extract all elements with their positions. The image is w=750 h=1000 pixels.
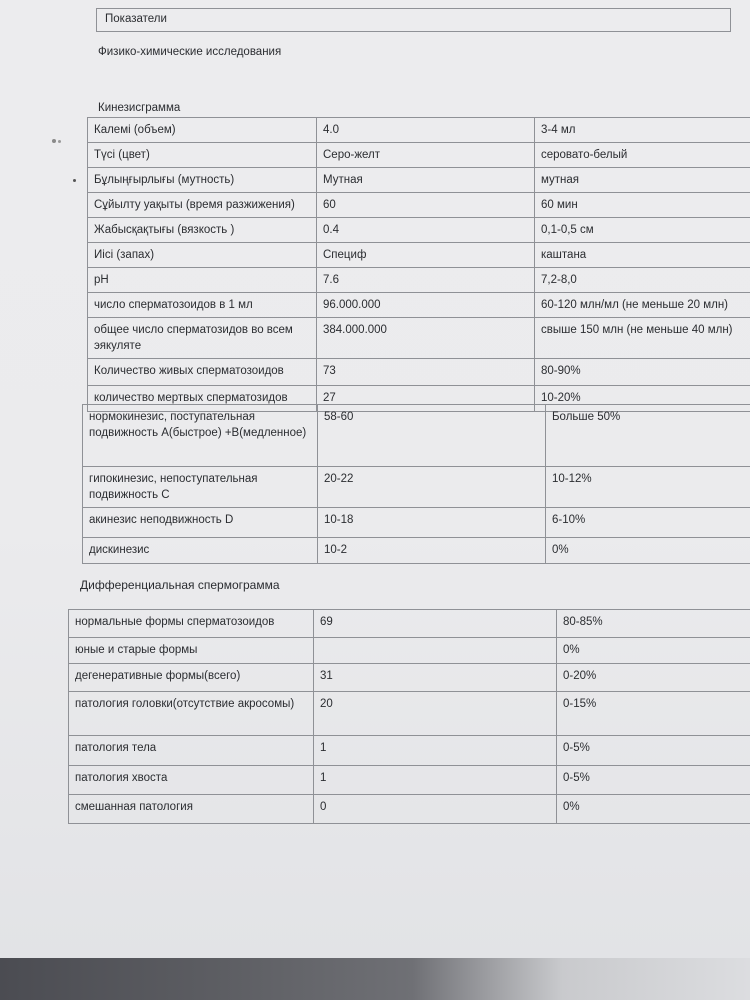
cell-norm: 60 мин — [535, 193, 750, 218]
cell-norm: 0-5% — [557, 766, 750, 795]
cell-norm: 80-85% — [557, 610, 750, 638]
cell-norm: 80-90% — [535, 359, 750, 386]
table-row — [88, 268, 750, 293]
cell-indicator: дегенеративные формы(всего) — [69, 664, 314, 692]
table-row — [88, 118, 750, 143]
cell-result: 7.6 — [317, 268, 535, 293]
header-label: Показатели — [97, 9, 731, 32]
cell-result: 1 — [314, 766, 557, 795]
cell-indicator: Иісі (запах) — [88, 243, 317, 268]
table-row — [69, 795, 750, 824]
cell-result: 60 — [317, 193, 535, 218]
cell-norm: 10-12% — [546, 467, 750, 508]
cell-result: 96.000.000 — [317, 293, 535, 318]
cell-result: Специф — [317, 243, 535, 268]
kinesigram-table — [87, 117, 750, 412]
cell-indicator: pH — [88, 268, 317, 293]
cell-norm: каштана — [535, 243, 750, 268]
table-row — [69, 664, 750, 692]
section-title: Физико-химические исследования — [98, 46, 282, 58]
cell-norm: 0% — [557, 795, 750, 824]
cell-indicator: дискинезис — [83, 538, 318, 564]
motility-table — [82, 404, 750, 564]
cell-norm: 0% — [546, 538, 750, 564]
cell-result: 69 — [314, 610, 557, 638]
table-row — [88, 143, 750, 168]
cell-indicator: Количество живых сперматозоидов — [88, 359, 317, 386]
cell-norm: 0-20% — [557, 664, 750, 692]
cell-result: Мутная — [317, 168, 535, 193]
table-row — [88, 318, 750, 359]
cell-result: 10-2 — [318, 538, 546, 564]
table-row — [69, 692, 750, 736]
cell-indicator: число сперматозоидов в 1 мл — [88, 293, 317, 318]
cell-result: Серо-желт — [317, 143, 535, 168]
differential-table — [68, 609, 750, 824]
table-row — [83, 405, 750, 467]
cell-result: 27 — [317, 386, 535, 412]
kinesigram-title: Кинезисграмма — [98, 102, 181, 114]
cell-result: 58-60 — [318, 405, 546, 467]
table-row — [83, 538, 750, 564]
cell-indicator: нормальные формы сперматозоидов — [69, 610, 314, 638]
cell-indicator: юные и старые формы — [69, 638, 314, 664]
cell-indicator: патология головки(отсутствие акросомы) — [69, 692, 314, 736]
cell-norm: Больше 50% — [546, 405, 750, 467]
header-table — [96, 8, 731, 32]
cell-norm: свыше 150 млн (не меньше 40 млн) — [535, 318, 750, 359]
cell-indicator: патология хвоста — [69, 766, 314, 795]
cell-result — [314, 638, 557, 664]
cell-result: 4.0 — [317, 118, 535, 143]
cell-norm: мутная — [535, 168, 750, 193]
table-row — [69, 736, 750, 766]
cell-norm: серовато-белый — [535, 143, 750, 168]
paper-mark — [73, 179, 76, 182]
table-row — [88, 168, 750, 193]
cell-indicator: Калемі (объем) — [88, 118, 317, 143]
cell-indicator: Жабысқақтығы (вязкость ) — [88, 218, 317, 243]
cell-norm: 10-20% — [535, 386, 750, 412]
cell-indicator: Бұлыңғырлығы (мутность) — [88, 168, 317, 193]
table-row — [88, 293, 750, 318]
cell-result: 0 — [314, 795, 557, 824]
paper-mark — [52, 139, 56, 143]
cell-norm: 3-4 мл — [535, 118, 750, 143]
cell-result: 73 — [317, 359, 535, 386]
cell-indicator: гипокинезис, непоступательная подвижность С — [83, 467, 318, 508]
cell-indicator: патология тела — [69, 736, 314, 766]
cell-indicator: акинезис неподвижность D — [83, 508, 318, 538]
cell-result: 384.000.000 — [317, 318, 535, 359]
cell-result: 10-18 — [318, 508, 546, 538]
cell-result: 1 — [314, 736, 557, 766]
table-row — [88, 193, 750, 218]
table-row — [69, 638, 750, 664]
table-row — [88, 243, 750, 268]
cell-result: 0.4 — [317, 218, 535, 243]
cell-norm: 0-5% — [557, 736, 750, 766]
table-surface — [0, 958, 750, 1000]
cell-result: 20-22 — [318, 467, 546, 508]
paper-mark — [58, 140, 61, 143]
table-row — [88, 218, 750, 243]
cell-norm: 0,1-0,5 см — [535, 218, 750, 243]
differential-title: Дифференциальная спермограмма — [80, 578, 280, 592]
cell-norm: 0% — [557, 638, 750, 664]
cell-norm: 7,2-8,0 — [535, 268, 750, 293]
cell-indicator: смешанная патология — [69, 795, 314, 824]
table-row — [69, 766, 750, 795]
cell-result: 20 — [314, 692, 557, 736]
cell-norm: 60-120 млн/мл (не меньше 20 млн) — [535, 293, 750, 318]
table-row — [88, 359, 750, 386]
table-row — [83, 467, 750, 508]
cell-indicator: общее число сперматозидов во всем эякуляте — [88, 318, 317, 359]
table-row — [69, 610, 750, 638]
cell-indicator: Түсі (цвет) — [88, 143, 317, 168]
cell-norm: 6-10% — [546, 508, 750, 538]
cell-norm: 0-15% — [557, 692, 750, 736]
cell-result: 31 — [314, 664, 557, 692]
cell-indicator: количество мертвых сперматозидов — [88, 386, 317, 412]
cell-indicator: Сұйылту уақыты (время разжижения) — [88, 193, 317, 218]
table-row — [83, 508, 750, 538]
cell-indicator: нормокинезис, поступательная подвижность А(быстрое) +В(медленное) — [83, 405, 318, 467]
